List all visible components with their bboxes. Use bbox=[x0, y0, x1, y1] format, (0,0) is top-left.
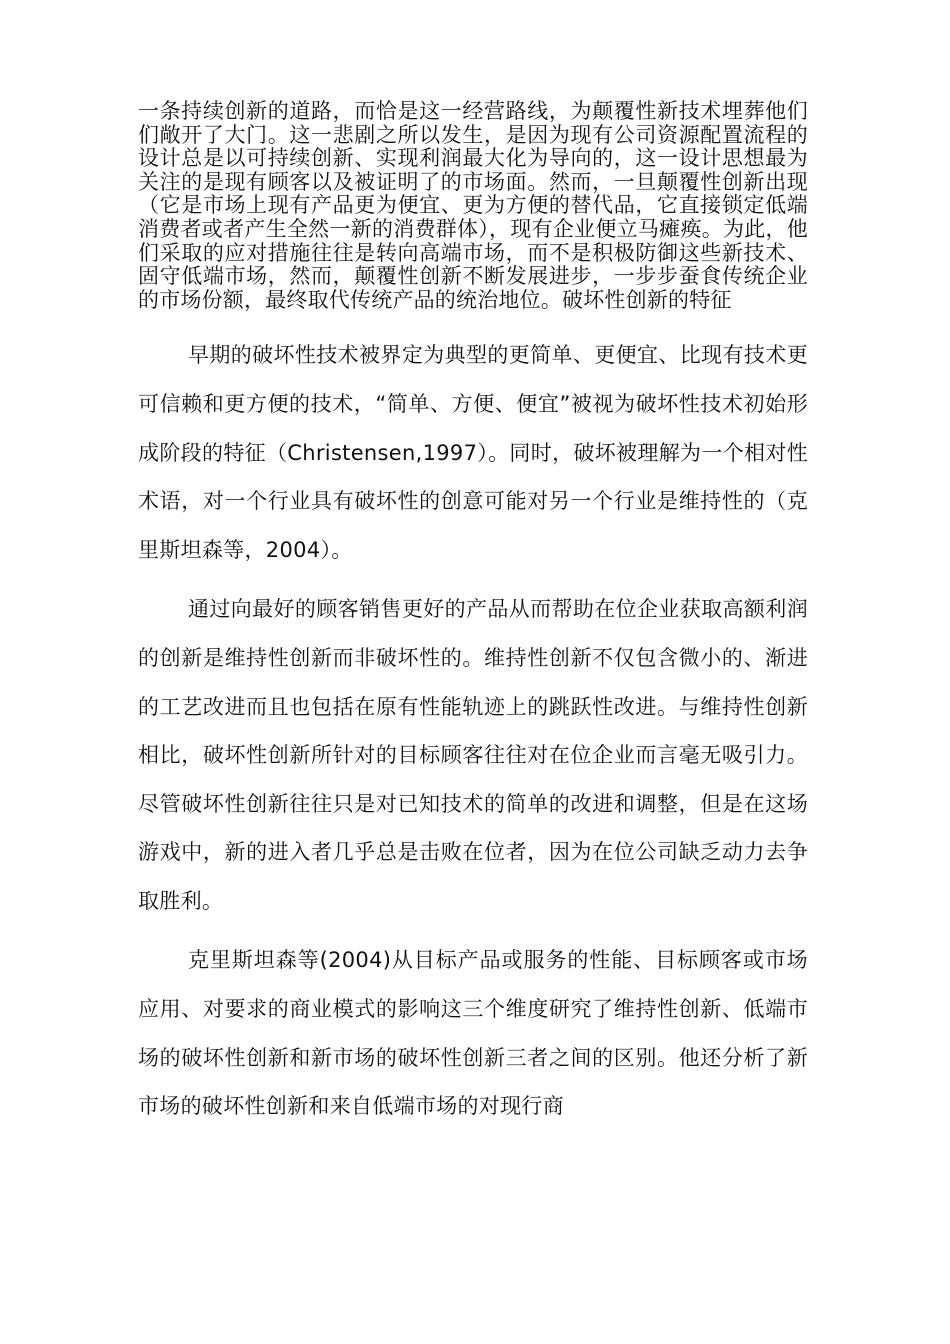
paragraph-christensen-dimensions: 克里斯坦森等(2004)从目标产品或服务的性能、目标顾客或市场应用、对要求的商业模式的影响这三个维度研究了维持性创新、低端市场的破坏性创新和新市场的破坏性创新三者之间的区别。他还分析了新市场的破坏性创新和来自低端市场的对现行商 bbox=[138, 948, 808, 1119]
paragraph-early-disruptive-technology: 早期的破坏性技术被界定为典型的更简单、更便宜、比现有技术更可信赖和更方便的技术，“简单、方便、便宜”被视为破坏性技术初始形成阶段的特征（Christensen,1997）。同时，破坏被理解为一个相对性术语，对一个行业具有破坏性的创意可能对另一个行业是维持性的（克里斯坦森等，2004）。 bbox=[138, 343, 808, 562]
paragraph-disruptive-innovation-intro: 一条持续创新的道路，而恰是这一经营路线，为颠覆性新技术埋葬他们们敞开了大门。这一悲剧之所以发生，是因为现有公司资源配置流程的设计总是以可持续创新、实现利润最大化为导向的，这一设计思想最为关注的是现有顾客以及被证明了的市场面。然而，一旦颠覆性创新出现（它是市场上现有产品更为便宜、更为方便的替代品，它直接锁定低端消费者或者产生全然一新的消费群体），现有企业便立马瘫痪。为此，他们采取的应对措施往往是转向高端市场，而不是积极防御这些新技术、固守低端市场，然而，颠覆性创新不断发展进步，一步步蚕食传统企业的市场份额，最终取代传统产品的统治地位。破坏性创新的特征 bbox=[138, 99, 808, 312]
paragraph-sustaining-innovation: 通过向最好的顾客销售更好的产品从而帮助在位企业获取高额利润的创新是维持性创新而非破坏性的。维持性创新不仅包含微小的、渐进的工艺改进而且也包括在原有性能轨迹上的跳跃性改进。与维持性创新相比，破坏性创新所针对的目标顾客往往对在位企业而言毫无吸引力。尽管破坏性创新往往只是对已知技术的简单的改进和调整，但是在这场游戏中，新的进入者几乎总是击败在位者，因为在位公司缺乏动力去争取胜利。 bbox=[138, 597, 808, 913]
document-body bbox=[138, 100, 808, 1131]
